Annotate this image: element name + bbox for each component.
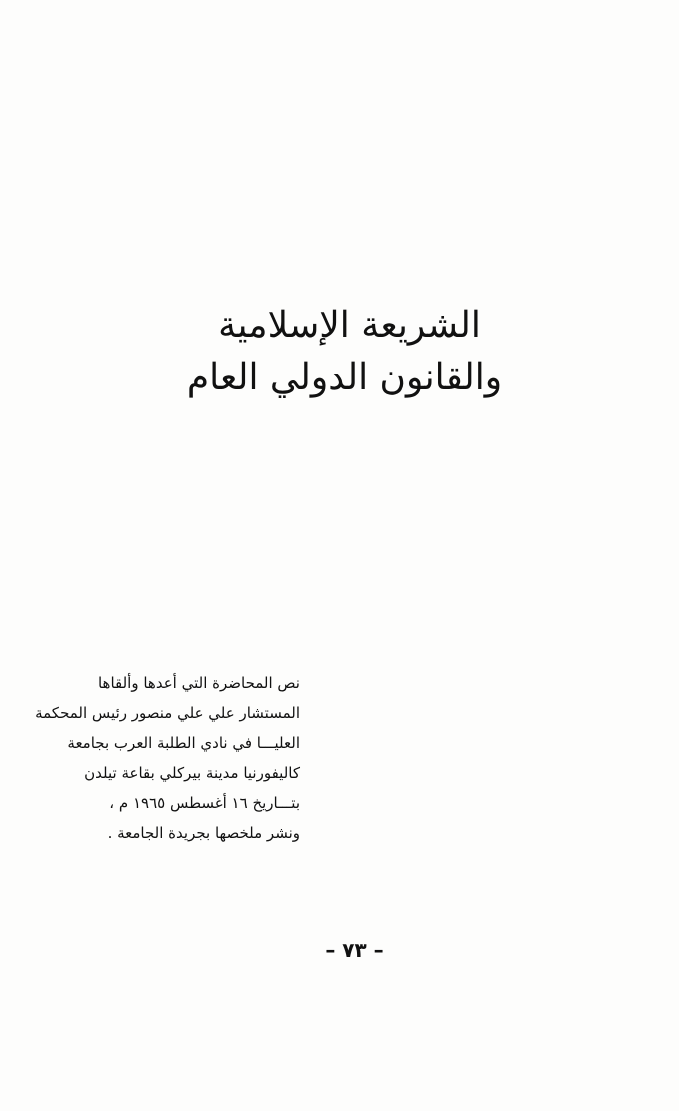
note-line-4: كاليفورنيا مدينة بيركلي بقاعة تيلدن [84, 764, 300, 782]
note-line-3: العليـــا في نادي الطلبة العرب بجامعة [67, 734, 300, 752]
note-line-5: بتـــاريخ ١٦ أغسطس ١٩٦٥ م ، [109, 794, 300, 812]
note-line-2: المستشار علي علي منصور رئيس المحكمة [35, 704, 300, 722]
page-number: – ٧٣ – [325, 938, 384, 962]
title-line-1: الشريعة الإسلامية [218, 305, 481, 346]
note-line-1: نص المحاضرة التي أعدها وألقاها [97, 674, 300, 692]
note-line-6: ونشر ملخصها بجريدة الجامعة . [107, 824, 300, 842]
chapter-title [0, 300, 679, 404]
lecture-note [35, 668, 300, 848]
title-line-2: والقانون الدولي العام [186, 357, 503, 398]
